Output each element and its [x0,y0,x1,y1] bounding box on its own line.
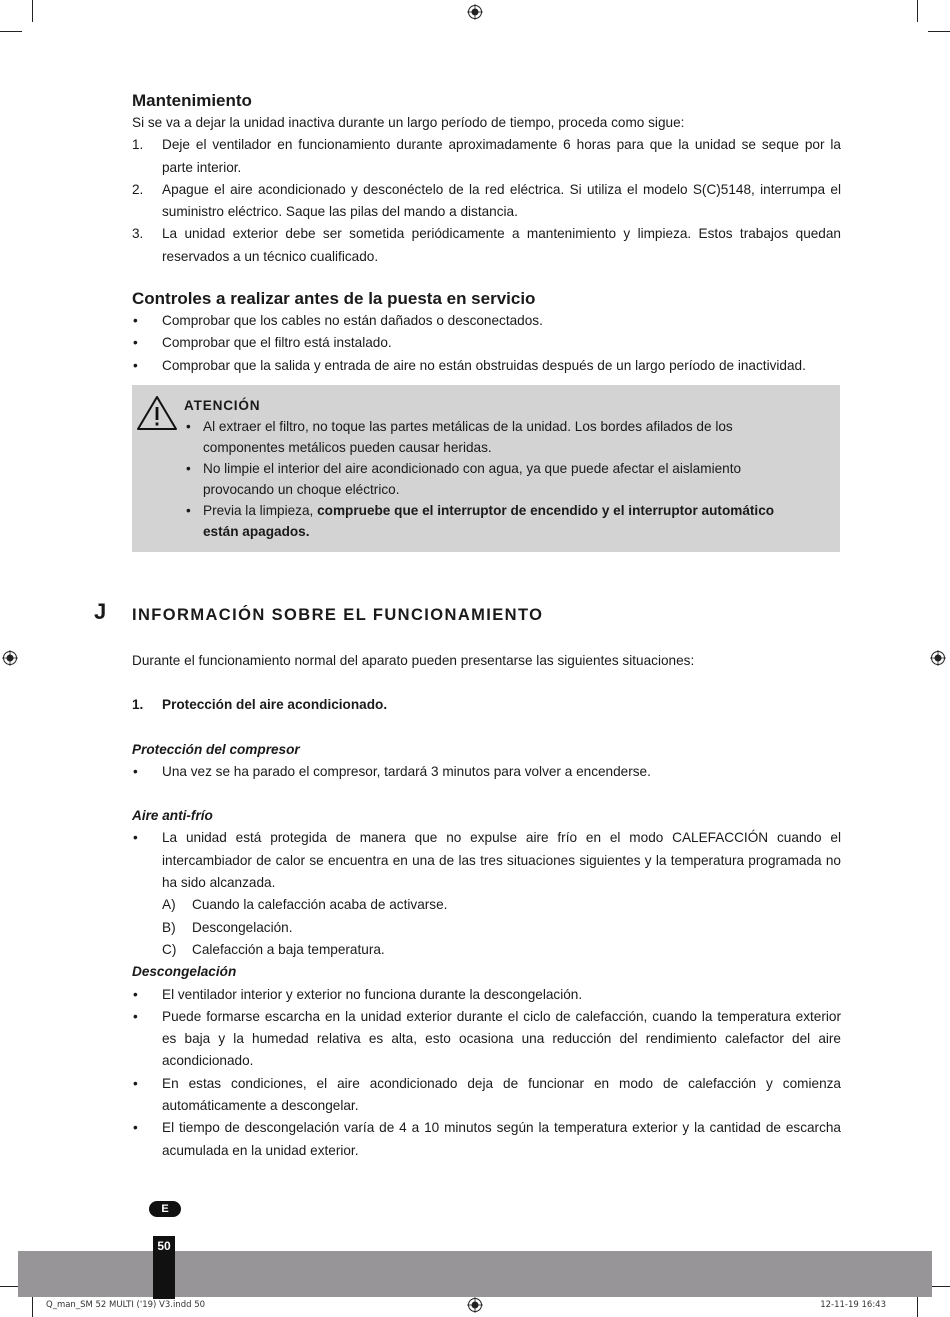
checks-heading: Controles a realizar antes de la puesta en servicio [132,289,536,309]
section-content [132,604,841,1162]
crop-mark [32,1297,33,1317]
warning-title: ATENCIÓN [184,397,261,413]
maintenance-intro: Si se va a dejar la unidad inactiva durante un largo período de tiempo, proceda como sigue: [132,115,685,130]
warning-item: • No limpie el interior del aire acondicionado con agua, ya que puede afectar el aislamiento provocando un choque eléctrico. [186,460,742,497]
registration-mark-icon [467,1297,483,1313]
registration-mark-icon [930,650,946,666]
anti-cold-heading: Aire anti-frío [132,808,213,824]
list-item: • La unidad está protegida de manera que no expulse aire frío en el modo CALEFACCIÓN cuando el intercambiador de calor se encuentra en una de las tres situaciones siguientes y la temperatura programada no ha sido alcanzada. [133,830,841,891]
list-item: • El ventilador interior y exterior no funciona durante la descongelación. [133,986,583,1002]
crop-mark [917,1297,918,1317]
crop-mark [917,0,918,22]
compressor-heading: Protección del compresor [132,741,300,757]
list-item: 2. Apague el aire acondicionado y desconéctelo de la red eléctrica. Si utiliza el modelo S(C)5148, interrumpa el suministro eléctrico. Saque las pilas del mando a distancia. [132,181,841,220]
list-item: • Comprobar que el filtro está instalado. [133,335,392,351]
maintenance-heading: Mantenimiento [132,91,252,110]
section-title: INFORMACIÓN SOBRE EL FUNCIONAMIENTO [132,606,544,624]
list-item: • En estas condiciones, el aire acondicionado deja de funcionar en modo de calefacción y comienza automáticamente a descongelar. [133,1075,841,1114]
list-item: • El tiempo de descongelación varía de 4 a 10 minutos según la temperatura exterior y la cantidad de escarcha acumulada en la unidad exterior. [133,1120,841,1158]
language-badge: E [149,1201,181,1217]
list-item: • Una vez se ha parado el compresor, tardará 3 minutos para volver a encenderse. [133,763,651,779]
list-item: 3. La unidad exterior debe ser sometida periódicamente a mantenimiento y limpieza. Estos trabajos quedan reservados a un técnico cualificado. [132,226,841,264]
sub-item: A) Cuando la calefacción acaba de activarse. [162,897,448,913]
crop-mark [0,31,22,32]
list-item: 1. Deje el ventilador en funcionamiento durante aproximadamente 6 horas para que la unidad se seque por la parte interior. [132,137,841,175]
warning-triangle-icon [136,395,178,431]
warning-item: • Al extraer el filtro, no toque las partes metálicas de la unidad. Los bordes afilados de los componentes metálicos pueden causar heridas. [186,418,733,455]
section-intro: Durante el funcionamiento normal del aparato pueden presentarse las siguientes situaciones: [132,653,695,668]
list-item: • Puede formarse escarcha en la unidad exterior durante el ciclo de calefacción, cuando la temperatura exterior es baja y la humedad relativa es alta, esto ocasiona una reducción del rendimiento calefactor del aire acondicionado. [133,1008,841,1069]
crop-mark [928,31,950,32]
sub-item: B) Descongelación. [162,919,293,935]
registration-mark-icon [2,650,18,666]
page-number: 50 [157,1239,171,1253]
registration-mark-icon [467,4,483,20]
list-item: • Comprobar que la salida y entrada de aire no están obstruidas después de un largo período de inactividad. [133,357,806,373]
warning-box [132,385,840,552]
list-item: • Comprobar que los cables no están dañados o desconectados. [133,313,543,329]
sub-item: C) Calefacción a baja temperatura. [162,941,385,957]
crop-mark [32,0,33,22]
page-content [132,90,841,552]
point-heading: 1. Protección del aire acondicionado. [132,697,388,713]
section-letter: J [94,599,107,624]
warning-item: • Previa la limpieza, compruebe que el interruptor de encendido y el interruptor automático están apagados. [186,502,775,539]
slug-filename: Q_man_SM 52 MULTI ('19) V3.indd 50 [46,1300,206,1310]
slug-timestamp: 12-11-19 16:43 [820,1300,886,1310]
defrost-heading: Descongelación [132,964,237,980]
